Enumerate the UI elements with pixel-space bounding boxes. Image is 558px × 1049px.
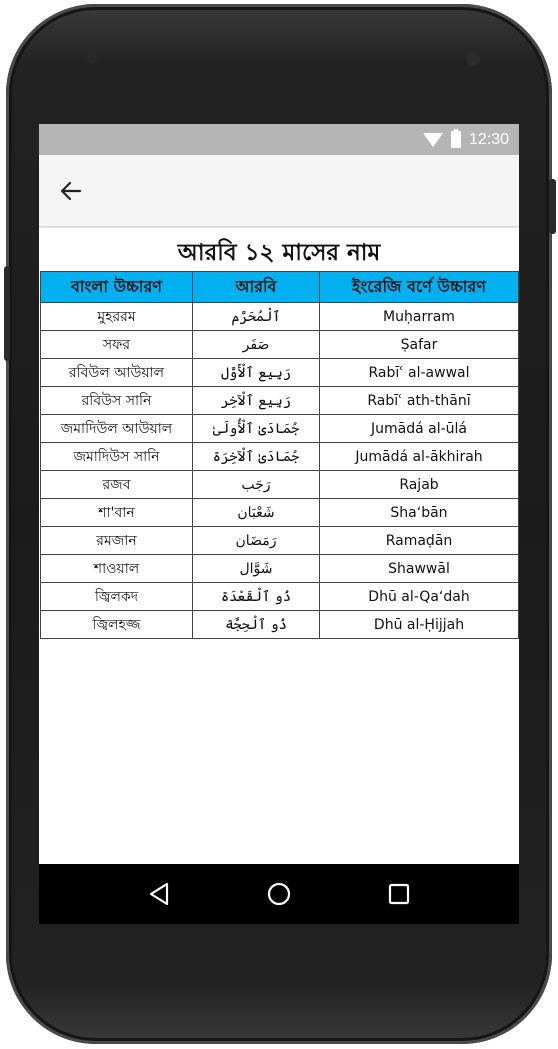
table-row xyxy=(41,527,519,555)
cell-english: Dhū al-Ḥijjah xyxy=(320,611,519,639)
cell-english: Rabīʿ al-awwal xyxy=(320,359,519,387)
cell-bangla: জমাদিউস সানি xyxy=(41,443,193,471)
table-row xyxy=(41,471,519,499)
table-row xyxy=(41,387,519,415)
page-title: আরবি ১২ মাসের নাম xyxy=(177,240,381,266)
table-row xyxy=(41,555,519,583)
status-bar xyxy=(39,124,519,155)
table-header-row xyxy=(41,272,519,303)
cell-arabic: رَبِيع ٱلْآخِر xyxy=(193,387,320,415)
cell-english: Ṣafar xyxy=(320,331,519,359)
table-row xyxy=(41,583,519,611)
table-row xyxy=(41,443,519,471)
cell-bangla: রজব xyxy=(41,471,193,499)
cell-bangla: জমাদিউল আউয়াল xyxy=(41,415,193,443)
cell-english: Rabīʿ ath-thānī xyxy=(320,387,519,415)
cell-english: Muḥarram xyxy=(320,303,519,331)
cell-bangla: শাওয়াল xyxy=(41,555,193,583)
wifi-icon xyxy=(423,133,443,147)
front-camera xyxy=(86,52,98,64)
nav-back-button[interactable] xyxy=(139,874,179,914)
table-row xyxy=(41,415,519,443)
cell-arabic: رَمَضَان xyxy=(193,527,320,555)
cell-arabic: ٱلْمُحَرَّم xyxy=(193,303,320,331)
cell-arabic: صَفَر xyxy=(193,331,320,359)
table-row xyxy=(41,303,519,331)
cell-bangla: রবিউস সানি xyxy=(41,387,193,415)
table-row xyxy=(41,499,519,527)
arrow-left-icon xyxy=(60,181,82,201)
back-button[interactable] xyxy=(53,173,89,209)
cell-bangla: রমজান xyxy=(41,527,193,555)
app-bar xyxy=(39,155,519,227)
cell-english: Rajab xyxy=(320,471,519,499)
status-time: 12:30 xyxy=(468,130,509,148)
cell-bangla: সফর xyxy=(41,331,193,359)
home-circle-icon xyxy=(266,881,292,907)
cell-arabic: رَبِيع ٱلْأَوَّل xyxy=(193,359,320,387)
header-english: ইংরেজি বর্ণে উচ্চারণ xyxy=(320,272,519,303)
cell-english: Shawwāl xyxy=(320,555,519,583)
months-table xyxy=(40,271,519,639)
table-row xyxy=(41,611,519,639)
page-content xyxy=(39,228,519,864)
table-row xyxy=(41,359,519,387)
front-sensor xyxy=(466,52,480,66)
cell-english: Shaʻbān xyxy=(320,499,519,527)
cell-arabic: جُمَادَىٰ ٱلْأُولَىٰ xyxy=(193,415,320,443)
cell-english: Dhū al-Qaʻdah xyxy=(320,583,519,611)
header-arabic: আরবি xyxy=(193,272,320,303)
recents-square-icon xyxy=(388,883,410,905)
volume-button xyxy=(4,266,10,361)
cell-bangla: রবিউল আউয়াল xyxy=(41,359,193,387)
cell-english: Ramaḍān xyxy=(320,527,519,555)
battery-icon xyxy=(451,131,461,148)
back-triangle-icon xyxy=(148,882,170,906)
nav-recents-button[interactable] xyxy=(379,874,419,914)
power-button xyxy=(549,179,556,234)
nav-home-button[interactable] xyxy=(259,874,299,914)
cell-bangla: শা'বান xyxy=(41,499,193,527)
cell-bangla: মুহররম xyxy=(41,303,193,331)
device-screen xyxy=(39,124,519,924)
table-row xyxy=(41,331,519,359)
cell-arabic: رَجَب xyxy=(193,471,320,499)
cell-arabic: ذُو ٱلْحِجَّة xyxy=(193,611,320,639)
cell-english: Jumādá al-ūlá xyxy=(320,415,519,443)
cell-arabic: جُمَادَىٰ ٱلْآخِرَة xyxy=(193,443,320,471)
header-bangla: বাংলা উচ্চারণ xyxy=(41,272,193,303)
cell-bangla: জ্বিলহজ্জ xyxy=(41,611,193,639)
cell-english: Jumādá al-ākhirah xyxy=(320,443,519,471)
cell-bangla: জ্বিলকদ xyxy=(41,583,193,611)
navigation-bar xyxy=(39,864,519,924)
cell-arabic: شَوَّال xyxy=(193,555,320,583)
cell-arabic: شَعْبَان xyxy=(193,499,320,527)
cell-arabic: ذُو ٱلْقَعْدَة xyxy=(193,583,320,611)
